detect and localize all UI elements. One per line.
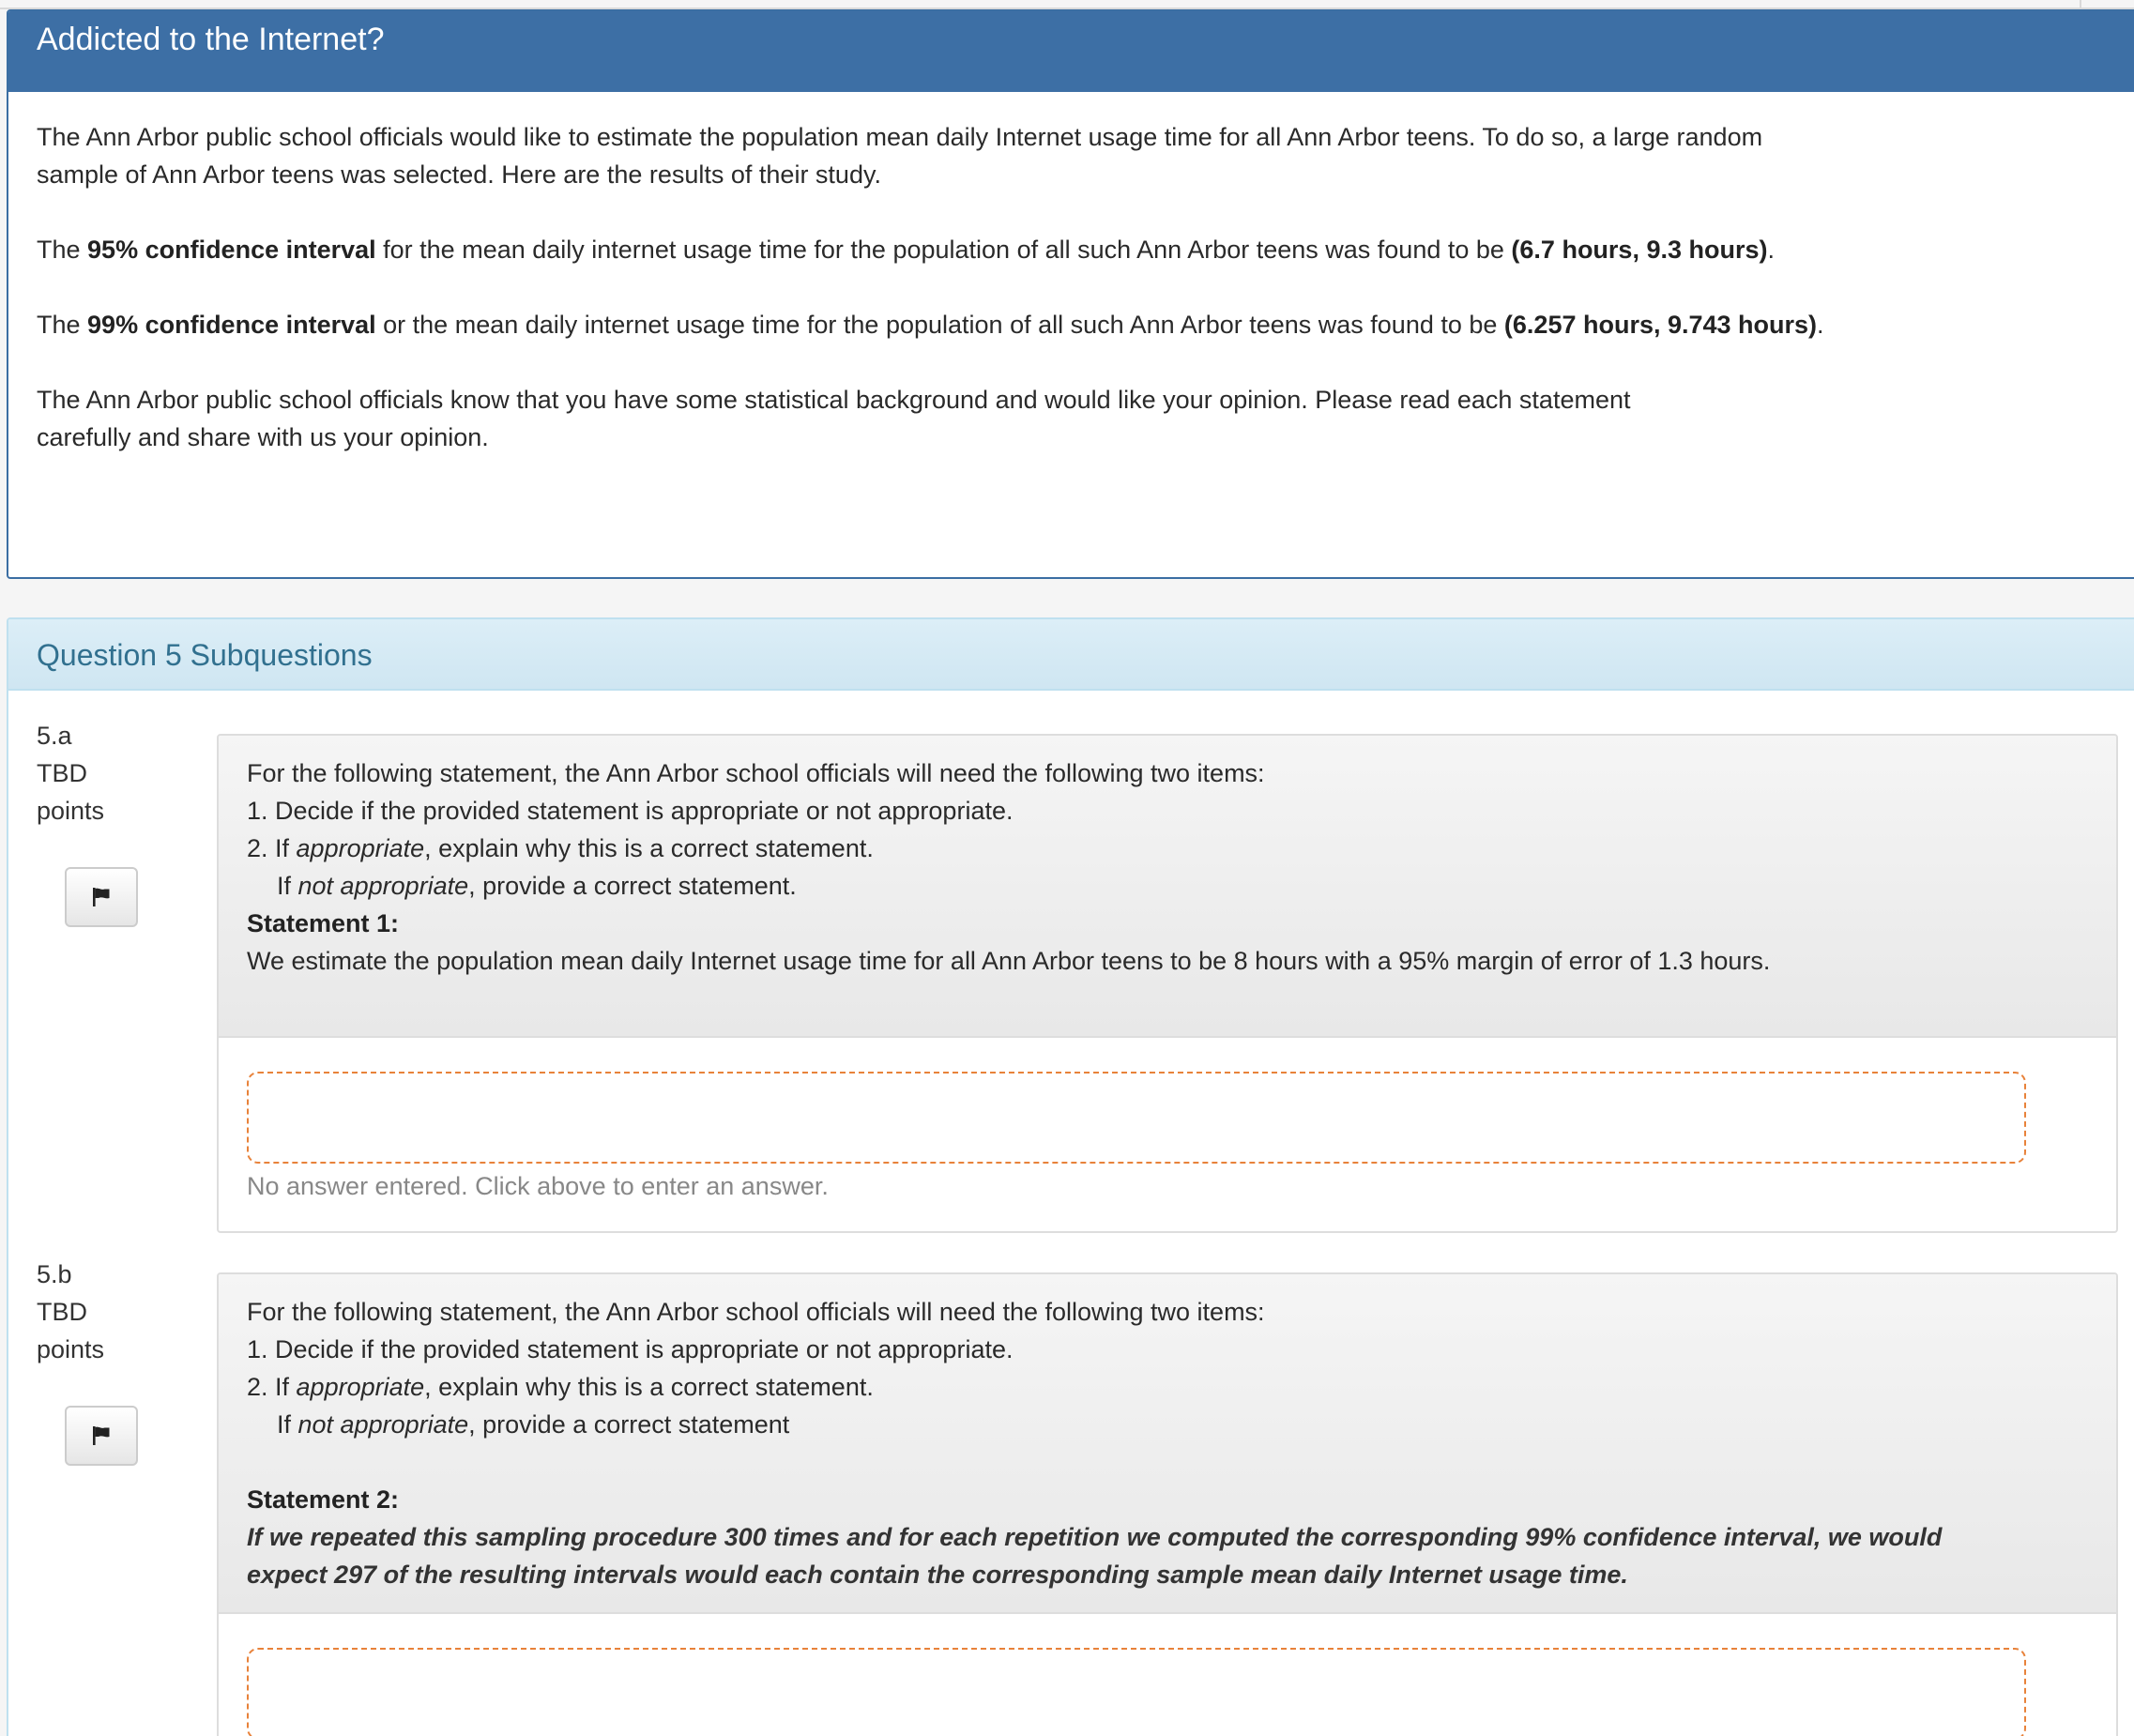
prompt-item-2 bbox=[247, 830, 2088, 867]
prompt-emphasis: not appropriate bbox=[297, 1410, 469, 1439]
ci99-value: (6.257 hours, 9.743 hours) bbox=[1503, 311, 1818, 339]
statement-text: We estimate the population mean daily Internet usage time for all Ann Arbor teens to be 8 hours with a 95% margin of error of 1.3 hours. bbox=[247, 947, 1771, 975]
prompt-item-1: 1. Decide if the provided statement is appropriate or not appropriate. bbox=[247, 1335, 1014, 1363]
prompt bbox=[219, 1274, 2116, 1614]
prompt-text: If bbox=[277, 872, 298, 900]
statement-text-line-1: If we repeated this sampling procedure 300 times and for each repetition we computed the corresponding 99% confidence interval, we would bbox=[247, 1523, 1943, 1551]
flag-button[interactable] bbox=[65, 867, 138, 927]
subquestion-number: 5.b bbox=[37, 1260, 72, 1288]
subquestion-5a bbox=[8, 717, 2134, 1242]
flag-button[interactable] bbox=[65, 1406, 138, 1466]
intro-p3-text: The bbox=[37, 311, 88, 339]
statement-text-line-2: expect 297 of the resulting intervals would each contain the corresponding sample mean daily Internet usage time. bbox=[247, 1561, 1628, 1589]
answer-area bbox=[219, 1038, 2116, 1205]
subquestion-5b bbox=[8, 1256, 2134, 1736]
answer-input[interactable] bbox=[247, 1648, 2026, 1736]
prompt-emphasis: not appropriate bbox=[297, 872, 469, 900]
prompt-text: 2. If bbox=[247, 1373, 297, 1401]
top-rule bbox=[0, 0, 2134, 9]
prompt-text: , explain why this is a correct statement. bbox=[424, 834, 874, 862]
intro-paragraph-2 bbox=[37, 231, 1838, 268]
intro-paragraph-1: The Ann Arbor public school officials would like to estimate the population mean daily Internet usage time for all Ann Arbor teens. To do so, a large random sample of Ann Arbor teens was selected. Here are the results of their study. bbox=[37, 123, 1763, 189]
no-answer-message: No answer entered. Click above to enter an answer. bbox=[247, 1172, 829, 1200]
subquestion-card bbox=[217, 734, 2118, 1233]
subquestion-number: 5.a bbox=[37, 722, 72, 750]
subquestion-card bbox=[217, 1272, 2118, 1736]
prompt-spacer bbox=[247, 1443, 2088, 1481]
prompt-text: If bbox=[277, 1410, 298, 1439]
ci95-value: (6.7 hours, 9.3 hours) bbox=[1511, 236, 1768, 264]
flag-icon bbox=[90, 886, 113, 908]
intro-paragraph-3 bbox=[37, 306, 1838, 343]
prompt-item-3 bbox=[247, 867, 2088, 905]
intro-panel bbox=[7, 9, 2134, 579]
prompt-text: , explain why this is a correct statement. bbox=[424, 1373, 874, 1401]
ci95-label: 95% confidence interval bbox=[87, 236, 376, 264]
intro-p2-text: . bbox=[1767, 236, 1775, 264]
intro-title: Addicted to the Internet? bbox=[8, 11, 2134, 92]
intro-p2-text: for the mean daily internet usage time for the population of all such Ann Arbor teens was found to be bbox=[375, 236, 1512, 264]
question-panel bbox=[7, 617, 2134, 1736]
points-value: TBD bbox=[37, 759, 87, 787]
points-value: TBD bbox=[37, 1298, 87, 1326]
subquestion-meta bbox=[37, 1256, 168, 1368]
prompt-text: , provide a correct statement. bbox=[468, 872, 797, 900]
prompt-text: 2. If bbox=[247, 834, 297, 862]
prompt-text: , provide a correct statement bbox=[468, 1410, 790, 1439]
points-label: points bbox=[37, 1335, 105, 1363]
prompt-intro: For the following statement, the Ann Arbor school officials will need the following two items: bbox=[247, 1298, 1265, 1326]
prompt-emphasis: appropriate bbox=[296, 834, 425, 862]
answer-input[interactable] bbox=[247, 1072, 2026, 1164]
question-header: Question 5 Subquestions bbox=[8, 619, 2134, 691]
answer-area bbox=[219, 1614, 2116, 1736]
prompt-emphasis: appropriate bbox=[296, 1373, 425, 1401]
prompt-item-1: 1. Decide if the provided statement is appropriate or not appropriate. bbox=[247, 797, 1014, 825]
intro-p2-text: The bbox=[37, 236, 88, 264]
prompt bbox=[219, 736, 2116, 1038]
ci99-label: 99% confidence interval bbox=[87, 311, 376, 339]
flag-icon bbox=[90, 1424, 113, 1447]
points-label: points bbox=[37, 797, 105, 825]
intro-paragraph-4: The Ann Arbor public school officials know that you have some statistical background and would like your opinion. Please read each statement carefully and share with us your opinion. bbox=[37, 386, 1631, 451]
intro-p3-text: or the mean daily internet usage time for the population of all such Ann Arbor teens was found to be bbox=[375, 311, 1504, 339]
subquestion-meta bbox=[37, 717, 168, 830]
statement-label: Statement 1: bbox=[247, 909, 400, 937]
prompt-item-3 bbox=[247, 1406, 2088, 1443]
intro-body bbox=[8, 92, 2134, 456]
prompt-item-2 bbox=[247, 1368, 2088, 1406]
prompt-intro: For the following statement, the Ann Arbor school officials will need the following two items: bbox=[247, 759, 1265, 787]
intro-p3-text: . bbox=[1817, 311, 1824, 339]
statement-label: Statement 2: bbox=[247, 1485, 400, 1514]
